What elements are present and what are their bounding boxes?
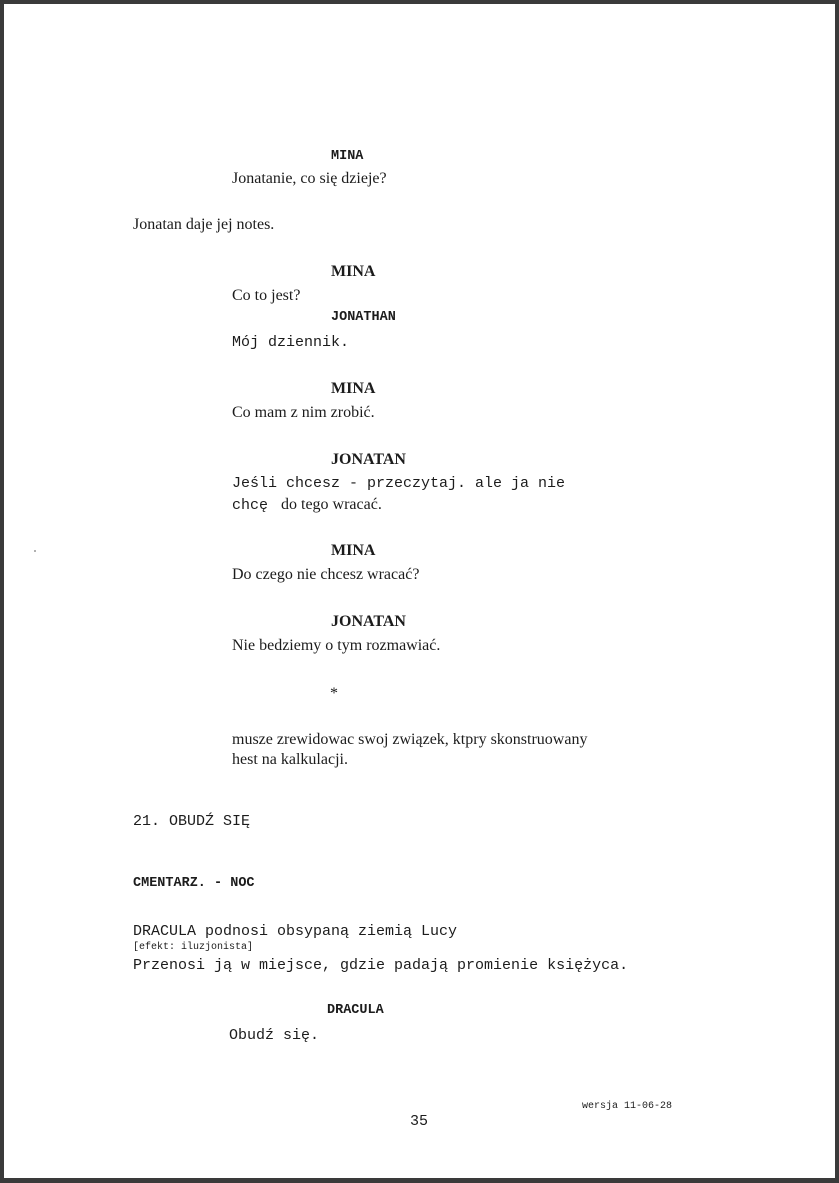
note-line: musze zrewidowac swoj związek, ktpry skonstruowany [232,731,588,748]
dialogue-line: Nie bedziemy o tym rozmawiać. [232,637,441,654]
scene-heading: 21. OBUDŹ SIĘ [133,813,251,830]
dialogue-line: Co mam z nim zrobić. [232,404,375,421]
character-name: JONATAN [331,613,406,630]
slugline: CMENTARZ. - NOC [133,876,255,891]
dialogue-line: Obudź się. [229,1027,320,1044]
dialogue-line: Do czego nie chcesz wracać? [232,566,420,583]
dialogue-line: Mój dziennik. [232,334,350,351]
character-name: MINA [331,380,376,397]
note-line: hest na kalkulacji. [232,751,348,768]
page-number: 35 [410,1113,429,1130]
action-line: Przenosi ją w miejsce, gdzie padają promienie księżyca. [133,957,629,974]
character-name: JONATAN [331,451,406,468]
character-name: MINA [331,542,376,559]
effect-note: [efekt: iluzjonista] [133,942,254,953]
dialogue-line-fragment: do tego wracać. [281,496,382,513]
dialogue-line-fragment: chcę [232,497,269,514]
version-stamp: wersja 11-06-28 [582,1101,673,1112]
character-name: MINA [331,263,376,280]
dialogue-line: Jeśli chcesz - przeczytaj. ale ja nie [232,475,566,492]
dialogue-line: Jonatanie, co się dzieje? [232,170,387,187]
action-line: DRACULA podnosi obsypaną ziemią Lucy [133,923,458,940]
character-name: MINA [331,149,364,164]
scan-speck [34,550,36,552]
character-name: DRACULA [327,1003,384,1018]
action-line: Jonatan daje jej notes. [133,216,275,233]
dialogue-line: Co to jest? [232,287,301,304]
scene-break-asterisk: * [330,685,338,702]
character-name: JONATHAN [331,310,396,325]
